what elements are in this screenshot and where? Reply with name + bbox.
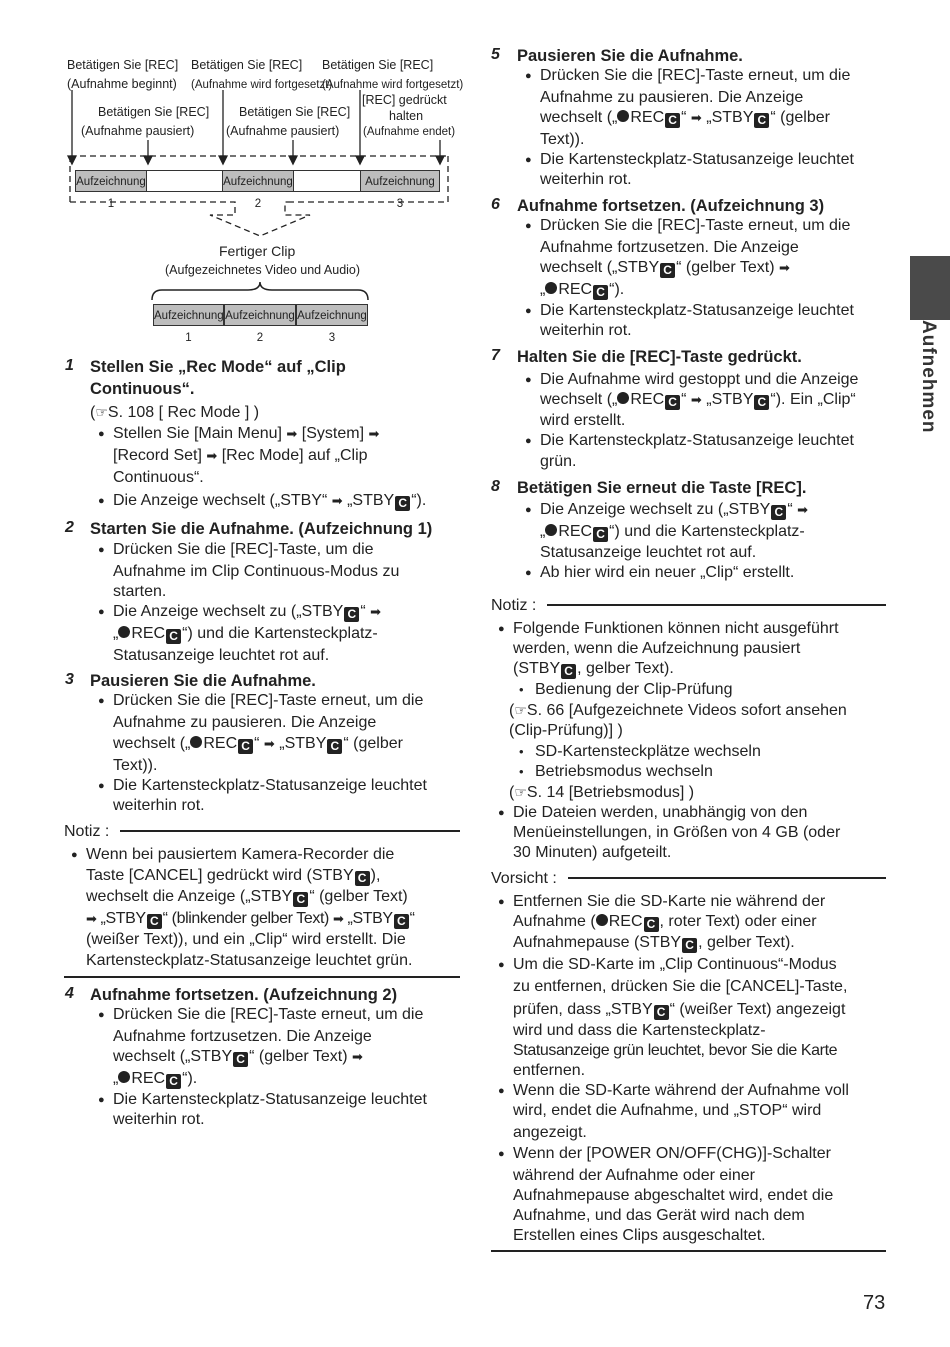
bullet-item: ● Die Anzeige wechselt zu („STBY C “ ➡ — [113, 602, 381, 623]
step-number: 7 — [491, 347, 500, 364]
diagram-label: (Aufnahme wird fortgesetzt) — [322, 79, 464, 91]
bullet-text: grün. — [540, 453, 577, 470]
step-title: Pausieren Sie die Aufnahme. — [90, 672, 316, 690]
bullet-text: Statusanzeige leuchtet rot auf. — [540, 544, 757, 561]
diagram-label: Betätigen Sie [REC] — [322, 58, 434, 72]
bullet-text: Text)). — [113, 757, 158, 774]
bullet-item: ● Drücken Sie die [REC]-Taste erneut, um die — [540, 216, 850, 237]
bullet-text: wechselt („STBY C “ (gelber Text) ➡ — [540, 259, 790, 277]
step-title: Continuous“. — [90, 380, 195, 398]
note-subitem: • Bedienung der Clip-Prüfung — [535, 680, 732, 701]
note-text: Kartensteckplatz-Statusanzeige leuchtet grün. — [86, 952, 413, 969]
clip-c-icon: C — [754, 395, 769, 410]
diagram-label: Betätigen Sie [REC] — [239, 105, 351, 119]
note-rule — [120, 830, 460, 832]
clip-c-icon: C — [355, 871, 370, 886]
bullet-text: wechselt („ REC C “ ➡ „STBY C “ (gelber — [540, 109, 830, 127]
caution-text: angezeigt. — [513, 1124, 587, 1141]
side-tab-label: Aufnehmen — [918, 320, 939, 434]
diagram-result-title: Fertiger Clip — [219, 243, 296, 259]
page-reference: (☞S. 66 [Aufgezeichnete Videos sofort ansehen — [509, 702, 847, 719]
caution-rule — [568, 877, 886, 879]
arrow-icon: ➡ — [333, 911, 344, 926]
bullet-text: „ REC C “). — [540, 281, 625, 299]
step-title: Aufnahme fortsetzen. (Aufzeichnung 2) — [90, 986, 398, 1004]
note-bullet: ● Die Dateien werden, unabhängig von den — [513, 803, 807, 824]
diagram-segment: Aufzeichnung 2 — [222, 170, 294, 192]
step-title: Pausieren Sie die Aufnahme. — [517, 47, 743, 65]
arrow-icon: ➡ — [352, 1049, 363, 1064]
rec-dot-icon — [617, 392, 629, 404]
clip-c-icon: C — [660, 263, 675, 278]
bullet-item: ● Die Kartensteckplatz-Statusanzeige leuchtet — [113, 776, 427, 797]
pointing-hand-icon: ☞ — [95, 404, 108, 420]
clip-c-icon: C — [344, 607, 359, 622]
arrow-icon: ➡ — [331, 493, 343, 508]
bullet-item: ● Ab hier wird ein neuer „Clip“ erstellt. — [540, 563, 794, 584]
rec-dot-icon — [545, 524, 557, 536]
caution-label: Vorsicht : — [491, 870, 557, 887]
bullet-text: weiterhin rot. — [113, 797, 205, 814]
bullet-text: weiterhin rot. — [540, 322, 632, 339]
diagram-label: [REC] gedrückt — [362, 93, 447, 107]
clip-c-icon: C — [682, 938, 697, 953]
diagram-label: (Aufnahme wird fortgesetzt) — [191, 79, 333, 91]
step-number: 3 — [65, 671, 74, 688]
bullet-text: Continuous“. — [113, 469, 204, 486]
bullet-text: wird erstellt. — [540, 412, 626, 429]
bullet-text: starten. — [113, 583, 167, 600]
bullet-text: Aufnahme fortzusetzen. Die Anzeige — [113, 1028, 372, 1045]
bullet-item: ● Die Aufnahme wird gestoppt und die Anzeige — [540, 370, 858, 391]
caution-text: prüfen, dass „STBY C “ (weißer Text) angezeigt — [513, 1001, 846, 1019]
clip-c-icon: C — [327, 739, 342, 754]
diagram-result-segment: Aufzeichnung 3 — [296, 304, 368, 326]
caution-text: Aufnahmepause abgeschaltet wird, endet die — [513, 1187, 834, 1204]
clip-c-icon: C — [771, 505, 786, 520]
caution-end-rule — [491, 1250, 886, 1252]
bullet-text: Aufnahme fortzusetzen. Die Anzeige — [540, 239, 799, 256]
diagram-label: (Aufnahme pausiert) — [81, 124, 195, 138]
step-title: Starten Sie die Aufnahme. (Aufzeichnung 1) — [90, 520, 433, 538]
bullet-item: ● Drücken Sie die [REC]-Taste erneut, um die — [113, 1005, 423, 1026]
bullet-text: wechselt („ REC C “ ➡ „STBY C “). Ein „Clip“ — [540, 391, 856, 409]
step-number: 2 — [65, 519, 74, 536]
side-tab-marker — [910, 256, 950, 320]
bullet-text: wechselt („STBY C “ (gelber Text) ➡ — [113, 1048, 363, 1066]
caution-text: wird und dass die Kartensteckplatz- — [513, 1022, 766, 1039]
clip-c-icon: C — [644, 917, 659, 932]
clip-c-icon: C — [665, 395, 680, 410]
note-text: (weißer Text)), und ein „Clip“ wird erstellt. Die — [86, 931, 406, 948]
step-number: 1 — [65, 357, 74, 374]
bullet-text: „ REC C “) und die Kartensteckplatz- — [540, 523, 805, 541]
bullet-text: wechselt („ REC C “ ➡ „STBY C “ (gelber — [113, 735, 403, 753]
arrow-icon: ➡ — [368, 426, 380, 441]
rec-dot-icon — [545, 282, 557, 294]
bullet-item: ● Die Anzeige wechselt zu („STBY C “ ➡ — [540, 500, 808, 521]
bullet-text: weiterhin rot. — [113, 1111, 205, 1128]
diagram-gap — [294, 170, 360, 192]
bullet-item: ● Die Anzeige wechselt („STBY“ ➡ „STBY C “). — [113, 491, 426, 512]
clip-c-icon: C — [394, 914, 409, 929]
diagram-result-subtitle: (Aufgezeichnetes Video und Audio) — [165, 263, 361, 277]
step-title: Aufnahme fortsetzen. (Aufzeichnung 3) — [517, 197, 825, 215]
note-text: werden, wenn die Aufzeichnung pausiert — [513, 640, 801, 657]
note-bullet: ● Folgende Funktionen können nicht ausgeführt — [513, 619, 839, 640]
arrow-icon: ➡ — [690, 110, 702, 125]
pointing-hand-icon: ☞ — [514, 702, 527, 718]
bullet-item: ● Die Kartensteckplatz-Statusanzeige leuchtet — [113, 1090, 427, 1111]
caution-bullet: ● Wenn die SD-Karte während der Aufnahme voll — [513, 1081, 849, 1102]
note-rule — [547, 604, 886, 606]
note-label: Notiz : — [491, 597, 537, 614]
note-subitem: • SD-Kartensteckplätze wechseln — [535, 742, 761, 763]
caution-text: Aufnahmepause (STBY C , gelber Text). — [513, 934, 795, 952]
diagram-label: Betätigen Sie [REC] — [191, 58, 303, 72]
bullet-item: ● Die Kartensteckplatz-Statusanzeige leuchtet — [540, 150, 854, 171]
caution-text: Erstellen eines Clips ausgeschaltet. — [513, 1227, 766, 1244]
clip-c-icon: C — [233, 1052, 248, 1067]
clip-c-icon: C — [395, 496, 410, 511]
caution-text: Statusanzeige grün leuchtet, bevor Sie die Karte — [513, 1042, 838, 1059]
bullet-item: ● Die Kartensteckplatz-Statusanzeige leuchtet — [540, 301, 854, 322]
bullet-item: ● Drücken Sie die [REC]-Taste erneut, um die — [540, 66, 850, 87]
clip-c-icon: C — [238, 739, 253, 754]
bullet-text: Text)). — [540, 131, 585, 148]
note-label: Notiz : — [64, 823, 110, 840]
rec-dot-icon — [118, 626, 130, 638]
note-text: wechselt die Anzeige („STBY C “ (gelber Text) — [86, 888, 408, 906]
step-title: Betätigen Sie erneut die Taste [REC]. — [517, 479, 807, 497]
bullet-item: ● Die Kartensteckplatz-Statusanzeige leuchtet — [540, 431, 854, 452]
bullet-item: ● Stellen Sie [Main Menu] ➡ [System] ➡ — [113, 424, 379, 445]
rec-dot-icon — [617, 110, 629, 122]
diagram-segment: Aufzeichnung 1 — [75, 170, 147, 192]
step-number: 6 — [491, 196, 500, 213]
bullet-text: weiterhin rot. — [540, 171, 632, 188]
bullet-text: Aufnahme zu pausieren. Die Anzeige — [540, 89, 804, 106]
step-number: 4 — [65, 985, 74, 1002]
pointing-hand-icon: ☞ — [514, 784, 527, 800]
diagram-label: (Aufnahme beginnt) — [67, 77, 177, 91]
bullet-text: „ REC C “). — [113, 1070, 198, 1088]
step-title: Halten Sie die [REC]-Taste gedrückt. — [517, 348, 802, 366]
clip-c-icon: C — [147, 914, 162, 929]
caution-text: Aufnahme ( REC C , roter Text) oder einer — [513, 913, 817, 931]
clip-c-icon: C — [593, 285, 608, 300]
note-text: Taste [CANCEL] gedrückt wird (STBY C ), — [86, 867, 381, 885]
note-bullet: ● Wenn bei pausiertem Kamera-Recorder die — [86, 845, 394, 866]
page-number: 73 — [863, 1292, 886, 1314]
bullet-item: ● Drücken Sie die [REC]-Taste erneut, um die — [113, 691, 423, 712]
clip-c-icon: C — [166, 1074, 181, 1089]
diagram-label: Betätigen Sie [REC] — [98, 105, 210, 119]
bullet-text: Statusanzeige leuchtet rot auf. — [113, 647, 330, 664]
clip-c-icon: C — [593, 527, 608, 542]
arrow-icon: ➡ — [286, 426, 298, 441]
clip-c-icon: C — [665, 113, 680, 128]
caution-text: Aufnahme, und das Gerät wird nach dem — [513, 1207, 805, 1224]
bullet-item: ● Drücken Sie die [REC]-Taste, um die — [113, 540, 374, 561]
clip-c-icon: C — [754, 113, 769, 128]
arrow-icon: ➡ — [797, 502, 809, 517]
bullet-text: Aufnahme im Clip Continuous-Modus zu — [113, 563, 400, 580]
arrow-icon: ➡ — [690, 392, 702, 407]
note-text: 30 Minuten) aufgeteilt. — [513, 844, 672, 861]
clip-c-icon: C — [654, 1005, 669, 1020]
diagram-segment: Aufzeichnung 3 — [360, 170, 440, 192]
diagram-label: (Aufnahme endet) — [363, 126, 456, 138]
diagram-result-segment: Aufzeichnung 1 — [153, 304, 224, 326]
step-title: Stellen Sie „Rec Mode“ auf „Clip — [90, 358, 346, 376]
caution-text: entfernen. — [513, 1062, 586, 1079]
arrow-icon: ➡ — [779, 260, 790, 275]
arrow-icon: ➡ — [263, 736, 275, 751]
rec-dot-icon — [596, 914, 608, 926]
caution-text: während der Aufnahme oder einer — [513, 1167, 755, 1184]
caution-bullet: ● Um die SD-Karte im „Clip Continuous“-Modus — [513, 955, 837, 976]
arrow-icon: ➡ — [370, 604, 382, 619]
page-reference: (☞S. 14 [Betriebsmodus] ) — [509, 784, 695, 801]
bullet-text: Aufnahme zu pausieren. Die Anzeige — [113, 714, 377, 731]
caution-text: wird, endet die Aufnahme, und „STOP“ wird — [513, 1102, 822, 1119]
clip-c-icon: C — [561, 664, 576, 679]
caution-bullet: ● Wenn der [POWER ON/OFF(CHG)]-Schalter — [513, 1144, 831, 1165]
note-subitem: • Betriebsmodus wechseln — [535, 762, 713, 783]
note-text: (STBY C , gelber Text). — [513, 660, 674, 678]
diagram-label: (Aufnahme pausiert) — [226, 124, 340, 138]
diagram-gap — [147, 170, 222, 192]
note-text: Menüeinstellungen, in Größen von 4 GB (oder — [513, 824, 841, 841]
page-reference: (☞S. 108 [ Rec Mode ] ) — [90, 404, 260, 421]
diagram-brace — [150, 280, 370, 302]
step-number: 5 — [491, 46, 500, 63]
clip-c-icon: C — [166, 629, 181, 644]
page-reference: (Clip-Prüfung)] ) — [509, 722, 623, 739]
bullet-text: [Record Set] ➡ [Rec Mode] auf „Clip — [113, 447, 368, 464]
clip-c-icon: C — [293, 892, 308, 907]
rec-dot-icon — [190, 736, 202, 748]
diagram-result-segment: Aufzeichnung 2 — [224, 304, 296, 326]
diagram-label: Betätigen Sie [REC] — [67, 58, 179, 72]
caution-bullet: ● Entfernen Sie die SD-Karte nie während der — [513, 892, 825, 913]
diagram-label: halten — [389, 109, 424, 123]
note-text: ➡ „STBY C “ (blinkender gelber Text) ➡ „STBY C “ — [86, 910, 415, 928]
arrow-icon: ➡ — [206, 448, 218, 463]
bullet-text: „ REC C “) und die Kartensteckplatz- — [113, 625, 378, 643]
caution-text: zu entfernen, drücken Sie die [CANCEL]-Taste, — [513, 978, 848, 995]
arrow-icon: ➡ — [86, 911, 97, 926]
rec-dot-icon — [118, 1071, 130, 1083]
step-number: 8 — [491, 478, 500, 495]
note-end-rule — [64, 976, 460, 978]
